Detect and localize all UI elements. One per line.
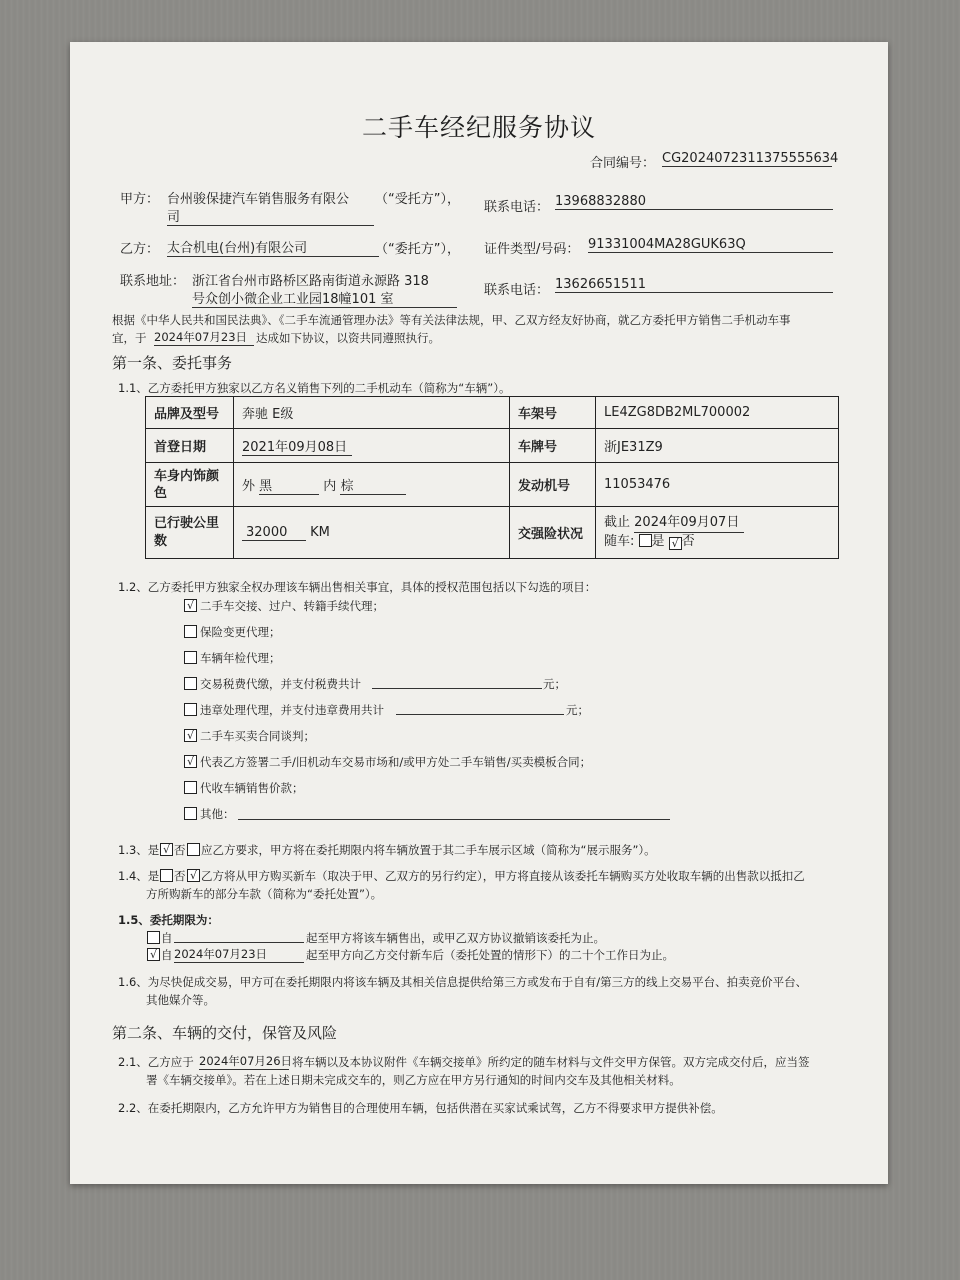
- option-1-checkbox[interactable]: √: [184, 599, 197, 612]
- option-8-checkbox[interactable]: [184, 781, 197, 794]
- party-b-address-label: 联系地址：: [120, 274, 186, 289]
- term-option-2-from: 自: [161, 948, 173, 962]
- party-a-name-line1: 台州骏保捷汽车销售服务有限公: [167, 192, 350, 207]
- party-b-id-value: 91331004MA28GUK63Q: [588, 237, 833, 253]
- plate-value: 浙JE31Z9: [596, 429, 839, 463]
- option-4-label: 交易税费代缴，并支付税费共计: [200, 677, 361, 691]
- party-b-address-line2: 号众创小微企业工业园18幢101 室: [192, 288, 457, 308]
- term-option-2-checkbox[interactable]: √: [147, 948, 160, 961]
- clause-1-4-yes-checkbox[interactable]: [160, 869, 173, 882]
- option-7-checkbox[interactable]: √: [184, 755, 197, 768]
- preamble-line1: 根据《中华人民共和国民法典》、《二手车流通管理办法》等有关法律法规，甲、乙双方经友好协商，就乙方委托甲方销售二手机动车事: [112, 313, 791, 327]
- insurance-label: 交强险状况: [510, 507, 596, 559]
- insurance-until-value: 2024年09月07日: [634, 514, 744, 533]
- clause-1-4-text: 乙方将从甲方购买新车（取决于甲、乙双方的另行约定），甲方将直接从该委托车辆购买方处收取车辆的出售款以抵扣乙: [201, 869, 805, 883]
- clause-1-3-no-checkbox[interactable]: [187, 843, 200, 856]
- clause-2-1-text-2: 署《车辆交接单》。若在上述日期未完成交车的，则乙方应在甲方另行通知的时间内交车及其他相关材料。: [146, 1073, 681, 1087]
- clause-1-4-no-checkbox[interactable]: √: [187, 869, 200, 882]
- option-5-checkbox[interactable]: [184, 703, 197, 716]
- color-out-label: 外: [242, 478, 256, 494]
- clause-1-6-line2: 其他媒介等。: [146, 993, 215, 1007]
- option-7-label: 代表乙方签署二手/旧机动车交易市场和/或甲方处二手车销售/买卖模板合同；: [200, 755, 592, 769]
- insurance-yes-checkbox[interactable]: [639, 534, 652, 547]
- clause-2-1-prefix: 2.1、乙方应于: [118, 1055, 194, 1069]
- option-3-checkbox[interactable]: [184, 651, 197, 664]
- term-option-1-checkbox[interactable]: [147, 931, 160, 944]
- option-9-other-line: [238, 819, 670, 820]
- color-label-line2: 色: [154, 485, 168, 501]
- option-1-label: 二手车交接、过户、转籍手续代理；: [200, 599, 384, 613]
- preamble-line2-prefix: 宜，于: [112, 331, 147, 345]
- party-b-name: 太合机电(台州)有限公司: [167, 237, 379, 257]
- clause-1-1: 1.1、乙方委托甲方独家以乙方名义销售下列的二手机动车（简称为“车辆”）。: [118, 381, 511, 395]
- party-b-phone: 13626651511: [555, 277, 833, 293]
- plate-label: 车牌号: [510, 429, 596, 463]
- insurance-yes-label: 是: [651, 534, 665, 549]
- option-9-label: 其他：: [200, 807, 235, 821]
- mileage-value: 32000: [242, 525, 306, 541]
- option-4-yuan: 元；: [543, 677, 566, 691]
- clause-1-4-text-2: 方所购新车的部分车款（简称为“委托处置”）。: [146, 887, 383, 901]
- term-option-1-from: 自: [161, 931, 173, 945]
- option-2-checkbox[interactable]: [184, 625, 197, 638]
- option-6-label: 二手车买卖合同谈判；: [200, 729, 315, 743]
- clause-1-4-yes: 1.4、是: [118, 869, 160, 883]
- option-8-label: 代收车辆销售价款；: [200, 781, 304, 795]
- brand-value: 奔驰 E级: [234, 397, 510, 429]
- mileage-label-line1: 已行驶公里: [154, 515, 220, 531]
- engine-label: 发动机号: [510, 463, 596, 507]
- clause-2-2: 2.2、在委托期限内，乙方允许甲方为销售目的合理使用车辆，包括供潜在买家试乘试驾，乙方不得要求甲方提供补偿。: [118, 1101, 723, 1115]
- vin-label: 车架号: [510, 397, 596, 429]
- contract-page: [70, 42, 888, 1184]
- party-a-name-line2: 司: [167, 206, 374, 226]
- term-option-2-text: 起至甲方向乙方交付新车后（委托处置的情形下）的二十个工作日为止。: [306, 948, 674, 962]
- option-4-amount-line: [372, 688, 542, 689]
- party-b-role: （“委托方”），: [375, 242, 460, 257]
- vehicle-info-table: [145, 396, 839, 559]
- mileage-label-line2: 数: [154, 533, 168, 549]
- insurance-no-label: 否: [681, 534, 695, 549]
- insurance-with-label: 随车:: [604, 534, 635, 549]
- clause-2-1-date: 2024年07月26日: [199, 1054, 293, 1068]
- clause-2-1-text: 将车辆以及本协议附件《车辆交接单》所约定的随车材料与文件交甲方保管。双方完成交付后，应当签: [292, 1055, 810, 1069]
- color-label-line1: 车身内饰颜: [154, 468, 220, 484]
- clause-1-3-yes-checkbox[interactable]: √: [160, 843, 173, 856]
- contract-number: CG2024072311375555634: [662, 151, 839, 166]
- engine-value: 11053476: [596, 463, 839, 507]
- document-title: 二手车经纪服务协议: [361, 113, 596, 142]
- party-b-address-line1: 浙江省台州市路桥区路南街道永源路 318: [192, 274, 429, 289]
- clause-1-3-yes: 1.3、是: [118, 843, 160, 857]
- party-a-phone-label: 联系电话：: [484, 200, 550, 215]
- mileage-unit: KM: [310, 524, 330, 540]
- first-reg-label: 首登日期: [146, 429, 234, 463]
- section2-heading: 第二条、车辆的交付，保管及风险: [112, 1024, 338, 1042]
- party-a-label: 甲方：: [120, 192, 160, 207]
- option-2-label: 保险变更代理；: [200, 625, 281, 639]
- option-5-amount-line: [396, 714, 564, 715]
- preamble-line2-suffix: 达成如下协议，以资共同遵照执行。: [256, 331, 440, 345]
- party-b-phone-label: 联系电话：: [484, 283, 550, 298]
- brand-label: 品牌及型号: [146, 397, 234, 429]
- term-option-1-date-line: [174, 942, 304, 943]
- option-3-label: 车辆年检代理；: [200, 651, 281, 665]
- clause-1-3-text: 应乙方要求，甲方将在委托期限内将车辆放置于其二手车展示区域（简称为“展示服务”）。: [201, 843, 656, 857]
- party-a-role: （“受托方”），: [375, 192, 460, 207]
- clause-1-6-line1: 1.6、为尽快促成交易，甲方可在委托期限内将该车辆及其相关信息提供给第三方或发布于自有/第三方的线上交易平台、拍卖竞价平台、: [118, 975, 808, 989]
- option-5-yuan: 元；: [566, 703, 589, 717]
- option-5-label: 违章处理代理，并支付违章费用共计: [200, 703, 384, 717]
- clause-1-2: 1.2、乙方委托甲方独家全权办理该车辆出售相关事宜，具体的授权范围包括以下勾选的项目：: [118, 580, 597, 594]
- section1-heading: 第一条、委托事务: [112, 354, 233, 372]
- color-in-value: 棕: [340, 475, 406, 495]
- option-6-checkbox[interactable]: √: [184, 729, 197, 742]
- clause-1-5: 1.5、委托期限为：: [118, 913, 219, 927]
- contract-number-label: 合同编号：: [590, 156, 656, 171]
- clause-1-4-no: 否: [174, 869, 186, 883]
- clause-1-3-no: 否: [174, 843, 186, 857]
- term-option-2-date: 2024年07月23日: [174, 946, 304, 963]
- term-option-1-text: 起至甲方将该车辆售出，或甲乙双方协议撤销该委托为止。: [306, 931, 605, 945]
- first-reg-value: 2021年09月08日: [242, 436, 352, 456]
- insurance-until-label: 截止: [604, 515, 631, 530]
- color-in-label: 内: [323, 478, 337, 494]
- party-a-phone: 13968832880: [555, 194, 833, 210]
- option-4-checkbox[interactable]: [184, 677, 197, 690]
- preamble-date: 2024年07月23日: [154, 329, 254, 346]
- vin-value: LE4ZG8DB2ML700002: [596, 397, 839, 429]
- option-9-checkbox[interactable]: [184, 807, 197, 820]
- party-b-id-label: 证件类型/号码：: [484, 242, 580, 257]
- party-b-label: 乙方：: [120, 242, 160, 257]
- color-out-value: 黑: [259, 475, 319, 495]
- insurance-no-checkbox[interactable]: √: [669, 537, 682, 550]
